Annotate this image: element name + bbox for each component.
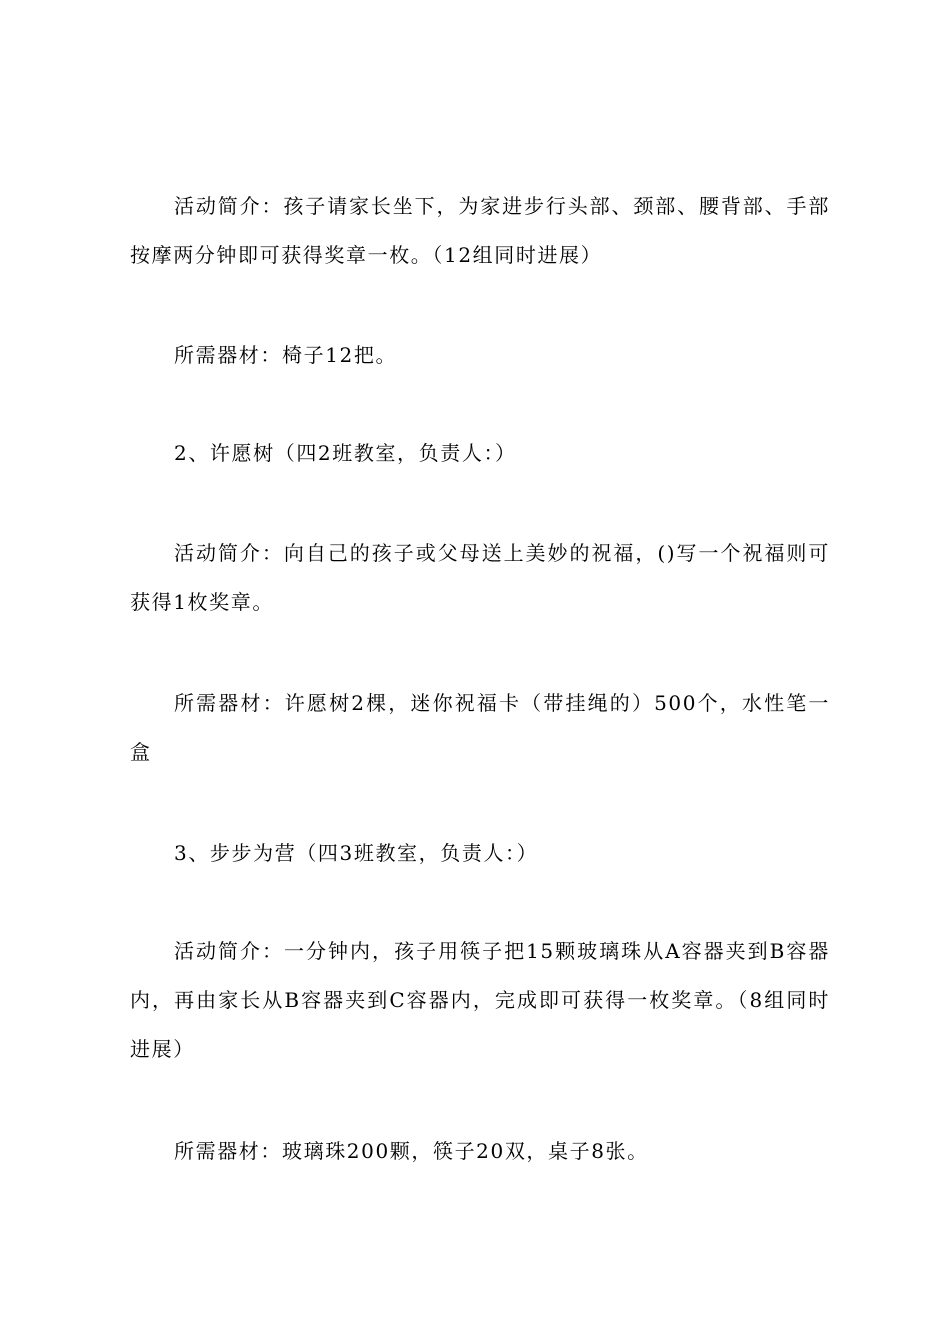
section-heading-step-by-step: 3、步步为营（四3班教室，负责人：） (174, 841, 539, 865)
section-heading-wishing-tree: 2、许愿树（四2班教室，负责人：） (174, 441, 517, 465)
paragraph-activity-intro-chopsticks: 活动简介：一分钟内，孩子用筷子把15颗玻璃珠从A容器夹到B容器内，再由家长从B容器夹到C容器内，完成即可获得一枚奖章。（8组同时进展） (130, 939, 830, 1061)
paragraph-activity-intro-massage: 活动简介：孩子请家长坐下，为家进步行头部、颈部、腰背部、手部按摩两分钟即可获得奖章一枚。（12组同时进展） (130, 194, 830, 267)
paragraph-equipment-chairs: 所需器材：椅子12把。 (174, 343, 398, 367)
paragraph-activity-intro-wishing-tree: 活动简介：向自己的孩子或父母送上美妙的祝福，()写一个祝福则可获得1枚奖章。 (130, 541, 830, 614)
paragraph-equipment-chopsticks: 所需器材：玻璃珠200颗，筷子20双，桌子8张。 (174, 1139, 649, 1163)
paragraph-equipment-wishing-tree: 所需器材：许愿树2棵，迷你祝福卡（带挂绳的）500个，水性笔一盒 (130, 691, 830, 764)
